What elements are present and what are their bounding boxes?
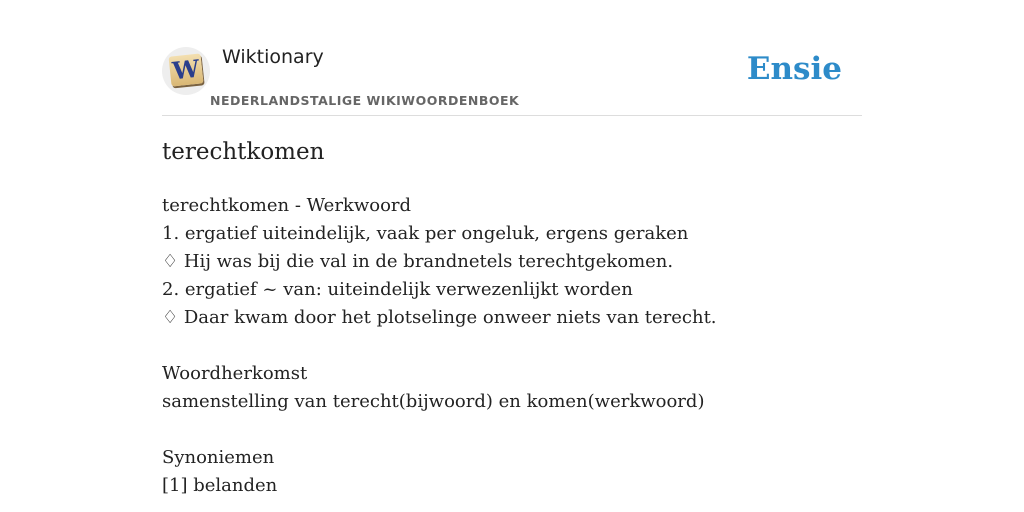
site-title[interactable]: Wiktionary xyxy=(222,46,324,68)
etymology-heading: Woordherkomst xyxy=(162,363,308,384)
page-container xyxy=(162,0,862,512)
entry-content xyxy=(162,192,862,500)
synonym-item: [1] belanden xyxy=(162,475,278,496)
site-header xyxy=(162,0,862,116)
wiktionary-logo[interactable] xyxy=(162,47,210,95)
example-line: ♢ Hij was bij die val in de brandnetels terechtgekomen. xyxy=(162,251,674,272)
entry-headline: terechtkomen - Werkwoord xyxy=(162,195,412,216)
spacer xyxy=(162,416,862,444)
definition-line: 1. ergatief uiteindelijk, vaak per ongeluk, ergens geraken xyxy=(162,223,689,244)
ensie-brand-link[interactable]: Ensie xyxy=(746,51,842,87)
site-subtitle: NEDERLANDSTALIGE WIKIWOORDENBOEK xyxy=(210,93,520,108)
spacer xyxy=(162,332,862,360)
example-line: ♢ Daar kwam door het plotselinge onweer niets van terecht. xyxy=(162,307,717,328)
definition-line: 2. ergatief ~ van: uiteindelijk verwezenlijkt worden xyxy=(162,279,633,300)
wiktionary-logo-icon: W xyxy=(169,53,204,86)
page-title: terechtkomen xyxy=(162,139,325,165)
etymology-text: samenstelling van terecht(bijwoord) en komen(werkwoord) xyxy=(162,391,705,412)
synonyms-heading: Synoniemen xyxy=(162,447,275,468)
